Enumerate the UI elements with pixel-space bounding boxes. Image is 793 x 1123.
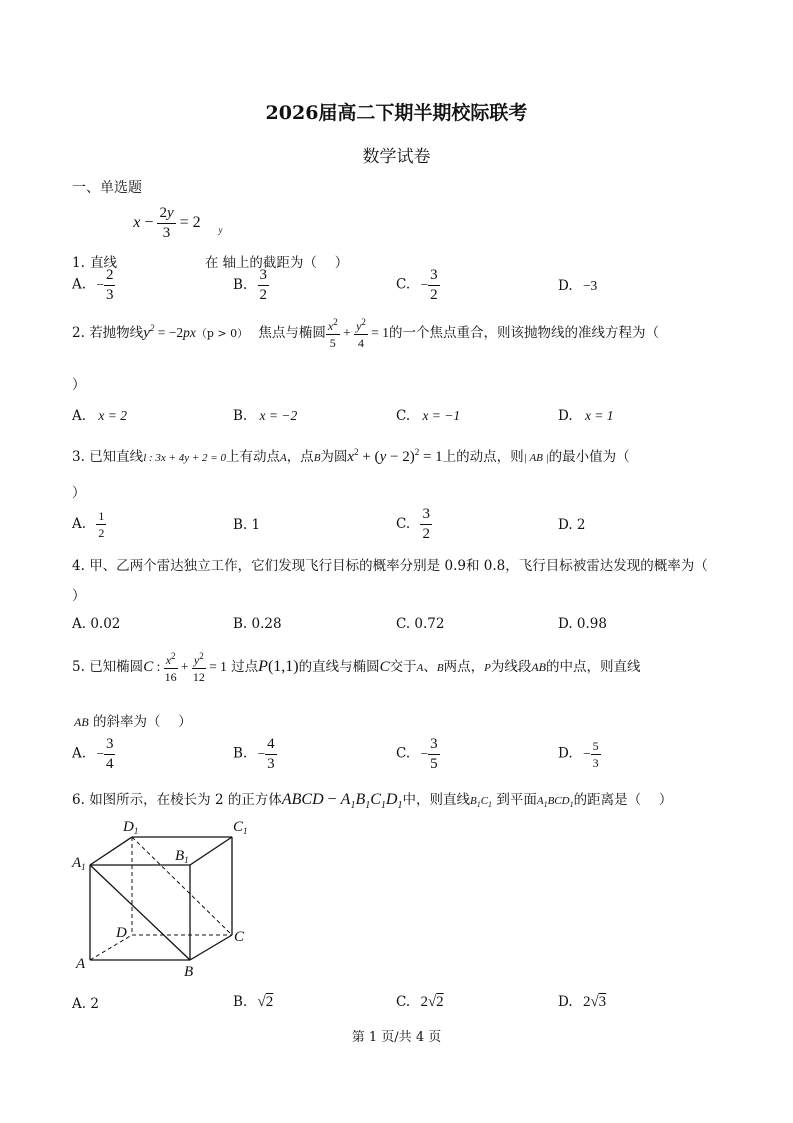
label-a: A (76, 956, 86, 972)
q6-option-a: A. 2 (72, 996, 99, 1012)
question-1: 1. 直线 x − $\frac{2y}{3}$ = 2 在y轴上的截距为（ ） (72, 205, 349, 272)
q3-option-a: A. $\frac{1}{2}$ (72, 509, 105, 540)
q3-option-b: B. 1 (233, 517, 261, 533)
q3-option-d: D. 2 (558, 517, 586, 533)
label-a1: $A_1$ (72, 855, 86, 872)
label-c: C (234, 929, 245, 945)
q4-option-c: C. 0.72 (396, 616, 445, 632)
page-subtitle: 数学试卷 (362, 147, 431, 167)
q4-option-d: D. 0.98 (558, 616, 607, 632)
label-b1: $B_1$ (175, 848, 189, 865)
label-d: D (116, 925, 127, 941)
q3-close-paren: ） (72, 485, 86, 501)
page-title: 2026届高二下期半期校际联考 (265, 102, 528, 124)
q3-option-c: C. $\frac{3}{2}$ (396, 506, 430, 542)
q2-option-c: C. x = −1 (396, 408, 461, 424)
q4-option-a: A. 0.02 (72, 616, 121, 632)
page-footer: 第 1 页/共 4 页 (351, 1030, 442, 1045)
question-6: 6. 如图所示，在棱长为 2 的正方体ABCD − $A_1B_1C_1D_1$中，则直线$B_1C_1$ 到平面$A_1BCD_1$的距离是（ ） (72, 791, 673, 812)
label-d1: $D_1$ (123, 819, 139, 836)
section-heading: 一、单选题 (72, 180, 142, 196)
q1-option-c: C. − $\frac{3}{2}$ (396, 267, 438, 303)
question-4: 4. 甲、乙两个雷达独立工作，它们发现飞行目标的概率分别是 0.9和 0.8，飞行目标被雷达发现的概率为（ (72, 558, 708, 574)
cube-figure (70, 815, 260, 985)
q6-option-d: D. 2√3 (558, 994, 607, 1010)
q6-option-b: B. √2 (233, 994, 274, 1010)
q5-option-c: C. − $\frac{3}{5}$ (396, 736, 438, 772)
q1-option-d: D. −3 (558, 278, 598, 294)
question-5: 5. 已知椭圆C : $\frac{x^2}{16}$ + $\frac{y^2}{12}$ = 1 过点P(1,1)的直线与椭圆C交于A、B两点，P为线段AB的中点，则直线 (72, 651, 641, 684)
q6-option-c: C. 2√2 (396, 994, 444, 1010)
label-b: B (184, 964, 194, 980)
q4-close-paren: ） (72, 588, 86, 604)
question-2: 2. 若抛物线$y^2 = -2px(p > 0)$ 焦点与椭圆 $\frac{x^2}{5}$ + $\frac{y^2}{4}$ = 1的一个焦点重合，则该抛物线的准线方程为（ (72, 317, 660, 350)
q2-option-a: A. x = 2 (72, 408, 127, 424)
q5-option-a: A. − $\frac{3}{4}$ (72, 736, 114, 772)
q2-option-d: D. x = 1 (558, 408, 614, 424)
q2-close-paren: ） (72, 377, 86, 393)
q4-option-b: B. 0.28 (233, 616, 282, 632)
q1-option-a: A. − $\frac{2}{3}$ (72, 267, 114, 303)
q5-option-d: D. − $\frac{5}{3}$ (558, 739, 599, 770)
q2-option-b: B. x = −2 (233, 408, 298, 424)
question-3: 3. 已知直线l : 3x + 4y + 2 = 0上有动点A，点B为圆$x^2 + (y - 2)^2 = 1$上的动点，则| AB |的最小值为（ (72, 447, 630, 465)
label-c1: $C_1$ (233, 819, 248, 836)
question-5-line-2: AB 的斜率为（ ） (74, 714, 192, 730)
q5-option-b: B. − $\frac{4}{3}$ (233, 736, 275, 772)
q1-option-b: B. $\frac{3}{2}$ (233, 267, 268, 303)
